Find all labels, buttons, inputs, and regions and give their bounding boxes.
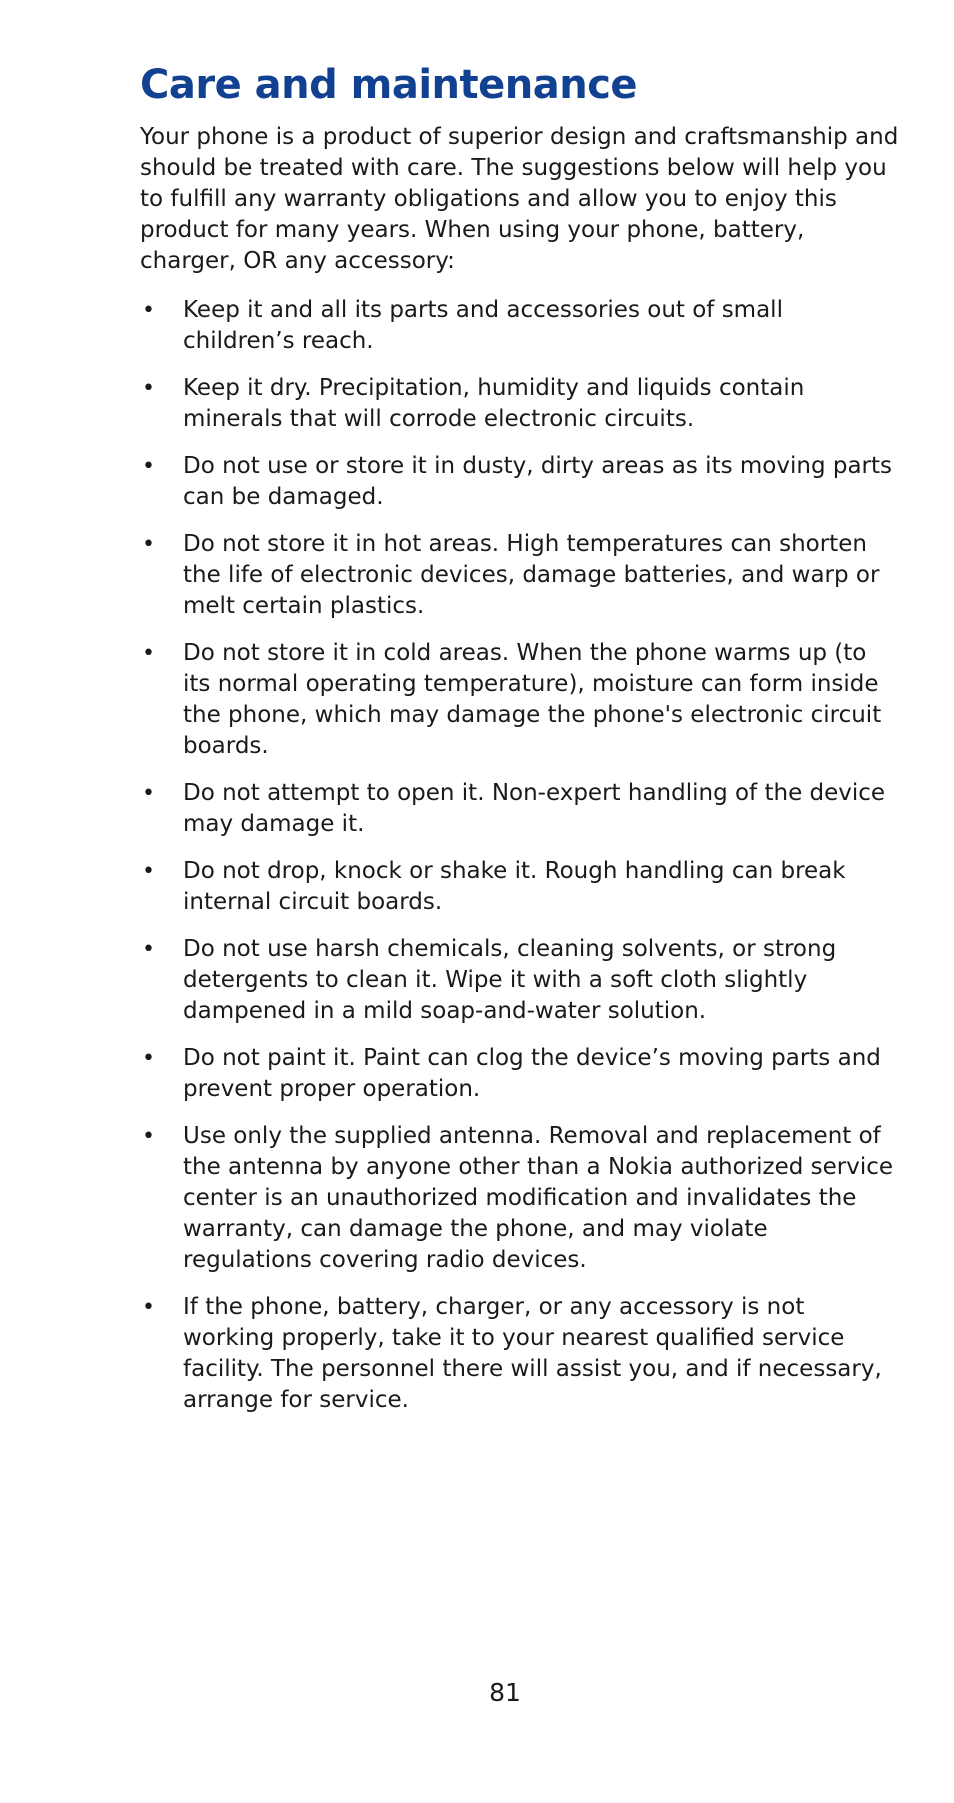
list-item-text: Do not drop, knock or shake it. Rough handling can break internal circuit boards. bbox=[183, 858, 846, 915]
care-tips-list bbox=[140, 295, 900, 1416]
page-number: 81 bbox=[489, 1678, 521, 1707]
bullet-icon: • bbox=[142, 298, 155, 323]
bullet-icon: • bbox=[142, 1046, 155, 1071]
page-title: Care and maintenance bbox=[140, 62, 638, 108]
list-item bbox=[140, 529, 900, 622]
list-item bbox=[140, 451, 900, 513]
list-item-text: If the phone, battery, charger, or any accessory is not working properly, take it to your nearest qualified service facility. The personnel there will assist you, and if necessary, arrange for service. bbox=[183, 1294, 882, 1413]
bullet-icon: • bbox=[142, 376, 155, 401]
list-item-text: Do not attempt to open it. Non-expert handling of the device may damage it. bbox=[183, 780, 886, 837]
list-item-text: Use only the supplied antenna. Removal and replacement of the antenna by anyone other than a Nokia authorized service center is an unauthorized modification and invalidates the warranty, can damage the phone, and may violate regulations covering radio devices. bbox=[183, 1123, 894, 1273]
list-item bbox=[140, 1043, 900, 1105]
list-item-text: Do not use harsh chemicals, cleaning solvents, or strong detergents to clean it. Wipe it with a soft cloth slightly dampened in a mild soap-and-water solution. bbox=[183, 936, 837, 1024]
list-item-text: Do not store it in cold areas. When the phone warms up (to its normal operating temperature), moisture can form inside the phone, which may damage the phone's electronic circuit boards. bbox=[183, 640, 882, 759]
list-item bbox=[140, 778, 900, 840]
list-item bbox=[140, 373, 900, 435]
bullet-icon: • bbox=[142, 937, 155, 962]
list-item bbox=[140, 856, 900, 918]
list-item-text: Do not store it in hot areas. High temperatures can shorten the life of electronic devices, damage batteries, and warp or melt certain plastics. bbox=[183, 531, 880, 619]
list-item bbox=[140, 638, 900, 762]
list-item bbox=[140, 295, 900, 357]
intro-paragraph: Your phone is a product of superior design and craftsmanship and should be treated with care. The suggestions below will help you to fulfill any warranty obligations and allow you to enjoy this product for many years. When using your phone, battery, charger, OR any accessory: bbox=[140, 124, 899, 274]
bullet-icon: • bbox=[142, 1295, 155, 1320]
bullet-icon: • bbox=[142, 781, 155, 806]
bullet-icon: • bbox=[142, 859, 155, 884]
bullet-icon: • bbox=[142, 1124, 155, 1149]
list-item bbox=[140, 1121, 900, 1276]
list-item-text: Do not use or store it in dusty, dirty areas as its moving parts can be damaged. bbox=[183, 453, 893, 510]
page-content bbox=[140, 62, 900, 1432]
bullet-icon: • bbox=[142, 532, 155, 557]
list-item bbox=[140, 1292, 900, 1416]
list-item-text: Keep it and all its parts and accessories out of small children’s reach. bbox=[183, 297, 783, 354]
list-item-text: Keep it dry. Precipitation, humidity and liquids contain minerals that will corrode electronic circuits. bbox=[183, 375, 805, 432]
list-item bbox=[140, 934, 900, 1027]
bullet-icon: • bbox=[142, 641, 155, 666]
bullet-icon: • bbox=[142, 454, 155, 479]
list-item-text: Do not paint it. Paint can clog the device’s moving parts and prevent proper operation. bbox=[183, 1045, 881, 1102]
